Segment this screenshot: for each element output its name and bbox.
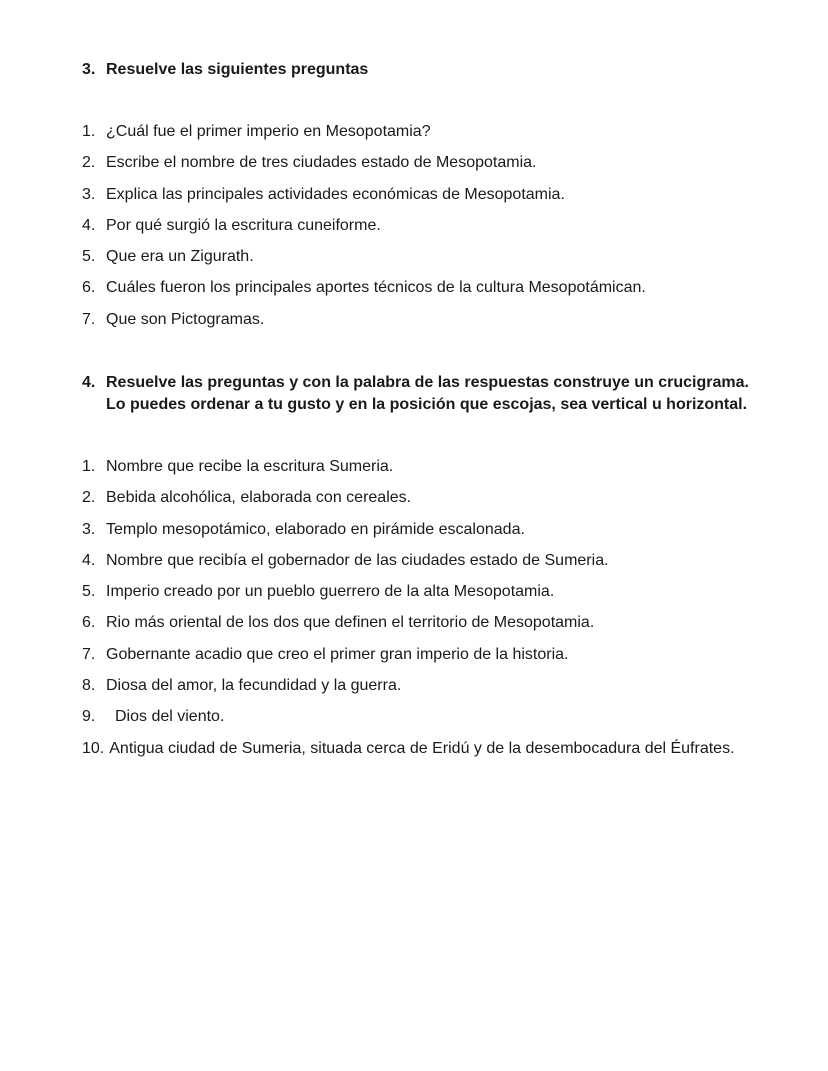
list-item xyxy=(82,644,735,675)
question-text: Nombre que recibe la escritura Sumeria. xyxy=(106,458,394,475)
section-3-number: 3. xyxy=(82,61,96,78)
question-text: Templo mesopotámico, elaborado en pirámide escalonada. xyxy=(106,520,525,538)
list-item xyxy=(82,215,646,246)
question-text: Bebida alcohólica, elaborada con cereales. xyxy=(106,489,412,507)
list-item xyxy=(82,738,735,769)
question-number: 7. xyxy=(82,645,96,663)
question-number: 10. xyxy=(82,739,105,757)
question-text: Que son Pictogramas. xyxy=(106,310,265,328)
list-item xyxy=(82,184,646,215)
question-text: Diosa del amor, la fecundidad y la guerra. xyxy=(106,677,402,695)
list-item xyxy=(82,706,735,737)
list-item xyxy=(82,152,646,183)
question-text: Rio más oriental de los dos que definen el territorio de Mesopotamia. xyxy=(106,614,595,632)
question-text: Que era un Zigurath. xyxy=(106,248,254,266)
question-number: 7. xyxy=(82,310,96,328)
list-item xyxy=(82,456,735,487)
question-text: Explica las principales actividades económicas de Mesopotamia. xyxy=(106,185,565,203)
section-3-title: Resuelve las siguientes preguntas xyxy=(106,61,369,78)
question-number: 5. xyxy=(82,583,96,601)
list-item xyxy=(82,121,646,152)
question-number: 3. xyxy=(82,185,96,203)
question-number: 5. xyxy=(82,248,96,266)
section-4-heading-line-1 xyxy=(82,372,782,394)
section-4-number: 4. xyxy=(82,374,96,391)
section-4-heading xyxy=(82,372,782,416)
list-item xyxy=(82,675,735,706)
question-number: 2. xyxy=(82,489,96,507)
list-item xyxy=(82,612,735,643)
question-text: Dios del viento. xyxy=(115,708,225,726)
question-number: 4. xyxy=(82,551,96,569)
section-4-title-line-1: Resuelve las preguntas y con la palabra de las respuestas construye un crucigrama. xyxy=(106,374,749,391)
question-number: 1. xyxy=(82,123,96,140)
list-item xyxy=(82,309,646,340)
question-text: Cuáles fueron los principales aportes técnicos de la cultura Mesopotámican. xyxy=(106,279,646,297)
question-text: Escribe el nombre de tres ciudades estado de Mesopotamia. xyxy=(106,154,537,172)
question-text: Antigua ciudad de Sumeria, situada cerca de Eridú y de la desembocadura del Éufrates. xyxy=(109,739,735,757)
section-3-heading xyxy=(82,59,368,81)
list-item xyxy=(82,487,735,518)
question-text: Imperio creado por un pueblo guerrero de la alta Mesopotamia. xyxy=(106,583,555,601)
list-item xyxy=(82,246,646,277)
question-number: 4. xyxy=(82,216,96,234)
question-number: 9. xyxy=(82,708,96,726)
section-4-title-line-2: Lo puedes ordenar a tu gusto y en la posición que escojas, sea vertical u horizontal. xyxy=(106,396,748,413)
list-item xyxy=(82,550,735,581)
question-text: ¿Cuál fue el primer imperio en Mesopotamia? xyxy=(106,123,431,140)
list-item xyxy=(82,519,735,550)
question-text: Por qué surgió la escritura cuneiforme. xyxy=(106,216,381,234)
question-text: Gobernante acadio que creo el primer gran imperio de la historia. xyxy=(106,645,569,663)
list-item xyxy=(82,581,735,612)
question-text: Nombre que recibía el gobernador de las ciudades estado de Sumeria. xyxy=(106,551,609,569)
question-number: 6. xyxy=(82,614,96,632)
section-4-question-list xyxy=(82,456,735,769)
section-3-question-list xyxy=(82,121,646,340)
list-item xyxy=(82,277,646,308)
question-number: 8. xyxy=(82,677,96,695)
question-number: 6. xyxy=(82,279,96,297)
question-number: 3. xyxy=(82,520,96,538)
question-number: 2. xyxy=(82,154,96,172)
question-number: 1. xyxy=(82,458,96,475)
